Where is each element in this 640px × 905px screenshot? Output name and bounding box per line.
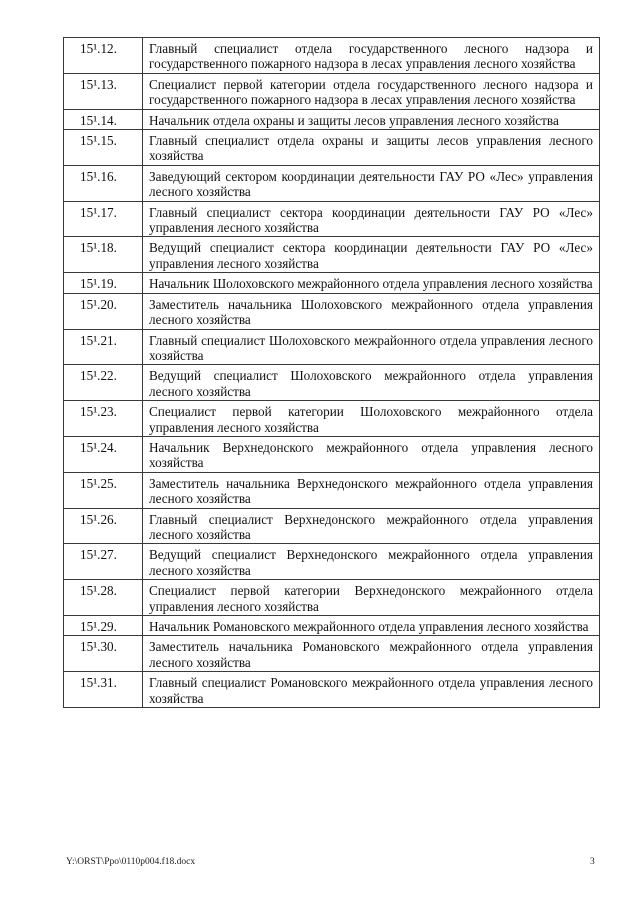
position-title: Начальник Романовского межрайонного отдела управления лесного хозяйства [143,616,600,636]
position-title: Заместитель начальника Верхнедонского межрайонного отдела управления лесного хозяйства [143,472,600,508]
row-number: 15¹.26. [64,508,143,544]
table-row [64,130,600,166]
position-title: Главный специалист сектора координации деятельности ГАУ РО «Лес» управления лесного хозяйства [143,201,600,237]
row-number: 15¹.30. [64,636,143,672]
table-row [64,273,600,293]
row-number: 15¹.13. [64,73,143,109]
position-title: Ведущий специалист сектора координации деятельности ГАУ РО «Лес» управления лесного хозяйства [143,237,600,273]
row-number: 15¹.25. [64,472,143,508]
position-title: Главный специалист Верхнедонского межрайонного отдела управления лесного хозяйства [143,508,600,544]
row-number: 15¹.20. [64,293,143,329]
table-row [64,237,600,273]
row-number: 15¹.22. [64,365,143,401]
position-title: Специалист первой категории отдела государственного лесного надзора и государственного пожарного надзора в лесах управления лесного хозяйства [143,73,600,109]
position-title: Главный специалист Шолоховского межрайонного отдела управления лесного хозяйства [143,329,600,365]
table-row [64,472,600,508]
table-row [64,580,600,616]
position-title: Специалист первой категории Верхнедонского межрайонного отдела управления лесного хозяйства [143,580,600,616]
row-number: 15¹.29. [64,616,143,636]
row-number: 15¹.23. [64,401,143,437]
table-row [64,401,600,437]
page-number: 3 [590,857,595,867]
position-title: Главный специалист отдела охраны и защиты лесов управления лесного хозяйства [143,130,600,166]
row-number: 15¹.28. [64,580,143,616]
table-row [64,672,600,708]
row-number: 15¹.14. [64,109,143,129]
position-title: Начальник отдела охраны и защиты лесов управления лесного хозяйства [143,109,600,129]
table-row [64,109,600,129]
table-row [64,636,600,672]
row-number: 15¹.17. [64,201,143,237]
position-title: Заместитель начальника Шолоховского межрайонного отдела управления лесного хозяйства [143,293,600,329]
row-number: 15¹.12. [64,38,143,74]
footer-file-path: Y:\ORST\Ppo\0110p004.f18.docx [66,857,196,867]
position-title: Заместитель начальника Романовского межрайонного отдела управления лесного хозяйства [143,636,600,672]
positions-table [63,37,600,708]
table-row [64,201,600,237]
row-number: 15¹.19. [64,273,143,293]
row-number: 15¹.24. [64,436,143,472]
row-number: 15¹.31. [64,672,143,708]
table-row [64,616,600,636]
table-row [64,365,600,401]
table-row [64,436,600,472]
table-row [64,38,600,74]
position-title: Ведущий специалист Шолоховского межрайонного отдела управления лесного хозяйства [143,365,600,401]
position-title: Начальник Шолоховского межрайонного отдела управления лесного хозяйства [143,273,600,293]
table-row [64,165,600,201]
positions-table-body [64,38,600,708]
table-row [64,293,600,329]
position-title: Ведущий специалист Верхнедонского межрайонного отдела управления лесного хозяйства [143,544,600,580]
table-row [64,73,600,109]
row-number: 15¹.15. [64,130,143,166]
position-title: Главный специалист отдела государственного лесного надзора и государственного пожарного надзора в лесах управления лесного хозяйства [143,38,600,74]
row-number: 15¹.16. [64,165,143,201]
table-row [64,329,600,365]
position-title: Специалист первой категории Шолоховского межрайонного отдела управления лесного хозяйства [143,401,600,437]
row-number: 15¹.18. [64,237,143,273]
row-number: 15¹.27. [64,544,143,580]
table-row [64,508,600,544]
table-row [64,544,600,580]
position-title: Заведующий сектором координации деятельности ГАУ РО «Лес» управления лесного хозяйства [143,165,600,201]
row-number: 15¹.21. [64,329,143,365]
position-title: Начальник Верхнедонского межрайонного отдела управления лесного хозяйства [143,436,600,472]
position-title: Главный специалист Романовского межрайонного отдела управления лесного хозяйства [143,672,600,708]
